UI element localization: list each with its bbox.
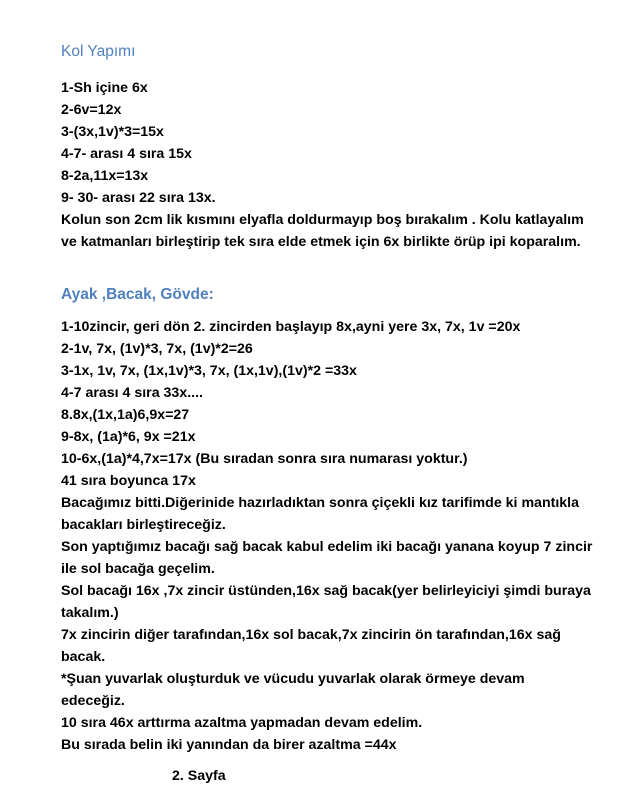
text-line: 1-Sh içine 6x [61,80,148,96]
text-line: 4-7- arası 4 sıra 15x [61,146,192,162]
section-kol-yapimi-lines [61,77,621,253]
text-line: bacak. [61,649,106,665]
text-line: 41 sıra boyunca 17x [61,473,196,489]
section-title-kol-yapimi: Kol Yapımı [61,43,136,60]
text-line: Sol bacağı 16x ,7x zincir üstünden,16x sağ bacak(yer belirleyiciyi şimdi buraya [61,583,591,599]
text-line: Bacağımız bitti.Diğerinide hazırladıktan sonra çiçekli kız tarifimde ki mantıkla [61,495,580,511]
text-line: 1-10zincir, geri dön 2. zincirden başlayıp 8x,ayni yere 3x, 7x, 1v =20x [61,319,521,335]
text-line: Son yaptığımız bacağı sağ bacak kabul edelim iki bacağı yanana koyup 7 zincir [61,539,593,555]
text-line: takalım.) [61,605,119,621]
text-line: ile sol bacağa geçelim. [61,561,215,577]
section-ayak-bacak-govde-lines [61,316,621,756]
text-line: Bu sırada belin iki yanından da birer azaltma =44x [61,737,397,753]
text-line: 8.8x,(1x,1a)6,9x=27 [61,407,190,423]
text-line: ve katmanları birleştirip tek sıra elde etmek için 6x birlikte örüp ipi koparalım. [61,234,581,250]
text-line: 8-2a,11x=13x [61,168,149,184]
text-line: 4-7 arası 4 sıra 33x.... [61,385,203,401]
text-line: 3-(3x,1v)*3=15x [61,124,164,140]
text-line: edeceğiz. [61,693,125,709]
text-line: 9- 30- arası 22 sıra 13x. [61,190,216,206]
text-line: Kolun son 2cm lik kısmını elyafla doldurmayıp boş bırakalım . Kolu katlayalım [61,212,584,228]
text-line: *Şuan yuvarlak oluşturduk ve vücudu yuvarlak olarak örmeye devam [61,671,525,687]
text-line: bacakları birleştireceğiz. [61,517,226,533]
section-title-ayak-bacak-govde: Ayak ,Bacak, Gövde: [61,286,214,303]
text-line: 7x zincirin diğer tarafından,16x sol bacak,7x zincirin ön tarafından,16x sağ [61,627,561,643]
text-line: 2-1v, 7x, (1v)*3, 7x, (1v)*2=26 [61,341,253,357]
text-line: 2-6v=12x [61,102,122,118]
text-line: 10-6x,(1a)*4,7x=17x (Bu sıradan sonra sıra numarası yoktur.) [61,451,468,467]
page-number-label: 2. Sayfa [172,768,226,784]
text-line: 9-8x, (1a)*6, 9x =21x [61,429,196,445]
text-line: 10 sıra 46x arttırma azaltma yapmadan devam edelim. [61,715,423,731]
text-line: 3-1x, 1v, 7x, (1x,1v)*3, 7x, (1x,1v),(1v)*2 =33x [61,363,357,379]
